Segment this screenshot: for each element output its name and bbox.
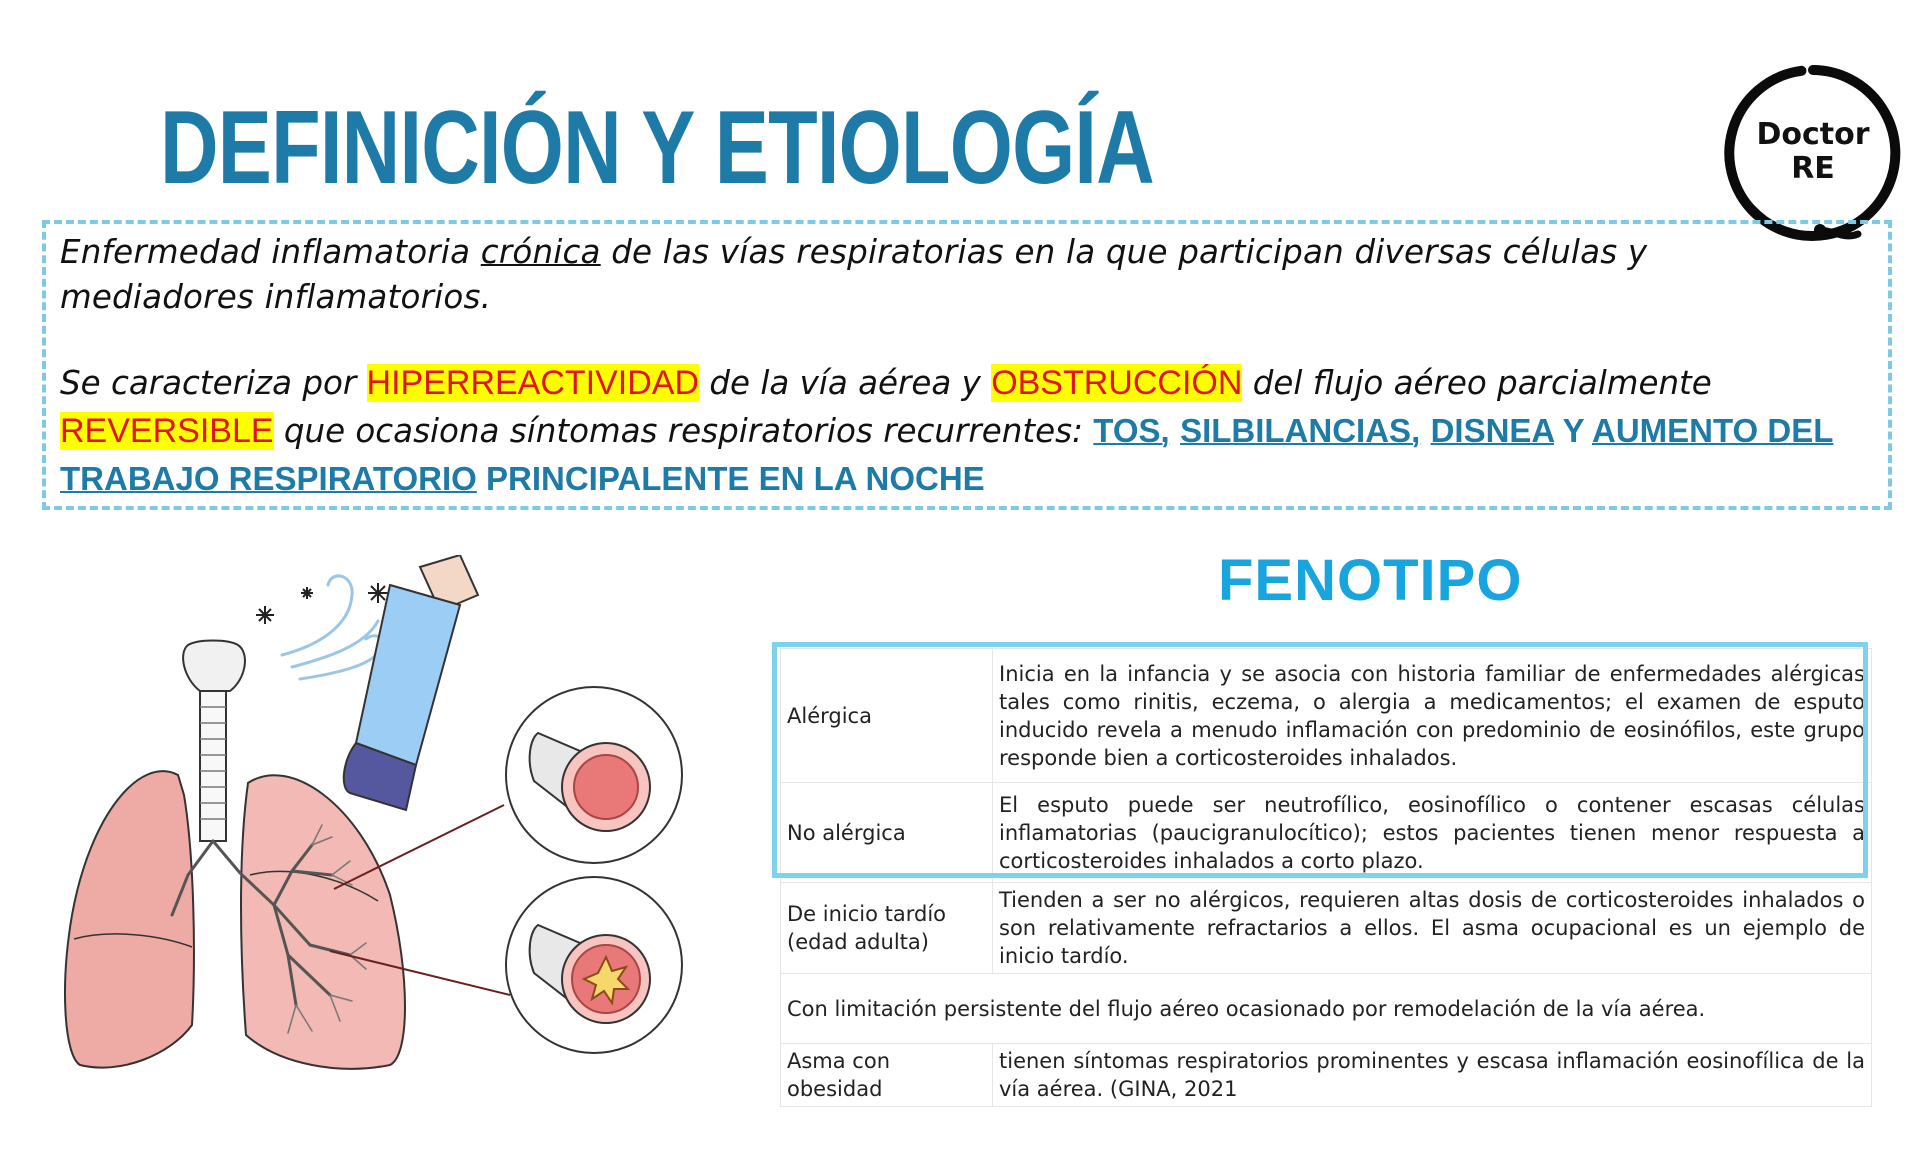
row-label: Alérgica: [781, 649, 993, 783]
characterization-paragraph: [60, 360, 1890, 503]
symptom-silbilancias: SILBILANCIAS,: [1180, 412, 1421, 449]
snowflake-icon: [256, 583, 388, 624]
symptom-disnea: DISNEA: [1430, 412, 1555, 449]
definition-underlined-word: crónica: [480, 233, 601, 271]
lungs-illustration: [60, 555, 720, 1095]
logo-line-1: Doctor: [1756, 117, 1870, 152]
table-row: [781, 883, 1872, 974]
definition-text-b: de las vías respiratorias en la que participan diversas células y mediadores inflamatorios.: [60, 233, 1648, 316]
symptom-tail: PRINCIPALENTE EN LA NOCHE: [476, 460, 985, 497]
char-text-a: Se caracteriza por: [60, 364, 367, 402]
row-description: tienen síntomas respiratorios prominentes y escasa inflamación eosinofílica de la vía aérea. (GINA, 2021: [993, 1044, 1872, 1107]
symptom-trabajo-respiratorio: AUMENTO DEL TRABAJO RESPIRATORIO: [60, 412, 1834, 497]
highlight-hiperreactividad: HIPERREACTIVIDAD: [366, 364, 700, 402]
char-text-b: de la vía aérea y: [699, 364, 992, 402]
table-row: [781, 1044, 1872, 1107]
definition-text-a: Enfermedad inflamatoria: [60, 233, 481, 271]
fenotipo-table: [780, 648, 1872, 1107]
inhaler-icon: [344, 555, 478, 810]
char-text-d: que ocasiona síntomas respiratorios recurrentes:: [273, 412, 1094, 450]
airway-inflamed-icon: [506, 877, 682, 1053]
table-row: [781, 783, 1872, 883]
highlight-obstruccion: OBSTRUCCIÓN: [991, 364, 1243, 402]
definition-paragraph: [60, 230, 1820, 320]
table-row: [781, 974, 1872, 1044]
row-description: Con limitación persistente del flujo aéreo ocasionado por remodelación de la vía aérea.: [781, 974, 1872, 1044]
row-label: Asma con obesidad: [781, 1044, 993, 1107]
page-title: DEFINICIÓN Y ETIOLOGÍA: [160, 90, 1154, 206]
fenotipo-title: FENOTIPO: [1218, 548, 1523, 613]
airway-normal-icon: [506, 687, 682, 863]
logo-line-2: RE: [1791, 151, 1835, 186]
row-label: No alérgica: [781, 783, 993, 883]
row-description: El esputo puede ser neutrofílico, eosinofílico o contener escasas células inflamatorias (paucigranulocítico); estos pacientes tienen menor respuesta a corticosteroides inhalados a corto plazo.: [993, 783, 1872, 883]
row-description: Tienden a ser no alérgicos, requieren altas dosis de corticosteroides inhalados o son relativamente refractarios a ellos. El asma ocupacional es un ejemplo de inicio tardío.: [993, 883, 1872, 974]
char-text-c: del flujo aéreo parcialmente: [1242, 364, 1712, 402]
symptom-tos: TOS,: [1093, 412, 1170, 449]
definition-box: [42, 220, 1892, 510]
highlight-reversible: REVERSIBLE: [60, 412, 274, 450]
symptom-conjunction: Y: [1554, 412, 1592, 449]
row-label: De inicio tardío (edad adulta): [781, 883, 993, 974]
row-description: Inicia en la infancia y se asocia con historia familiar de enfermedades alérgicas tales como rinitis, eczema, o alergia a medicamentos; el examen de esputo inducido revela a menudo inflamación con predominio de eosinófilos, este grupo responde bien a corticosteroides inhalados.: [993, 649, 1872, 783]
doctor-re-logo: [1722, 62, 1904, 244]
table-row: [781, 649, 1872, 783]
